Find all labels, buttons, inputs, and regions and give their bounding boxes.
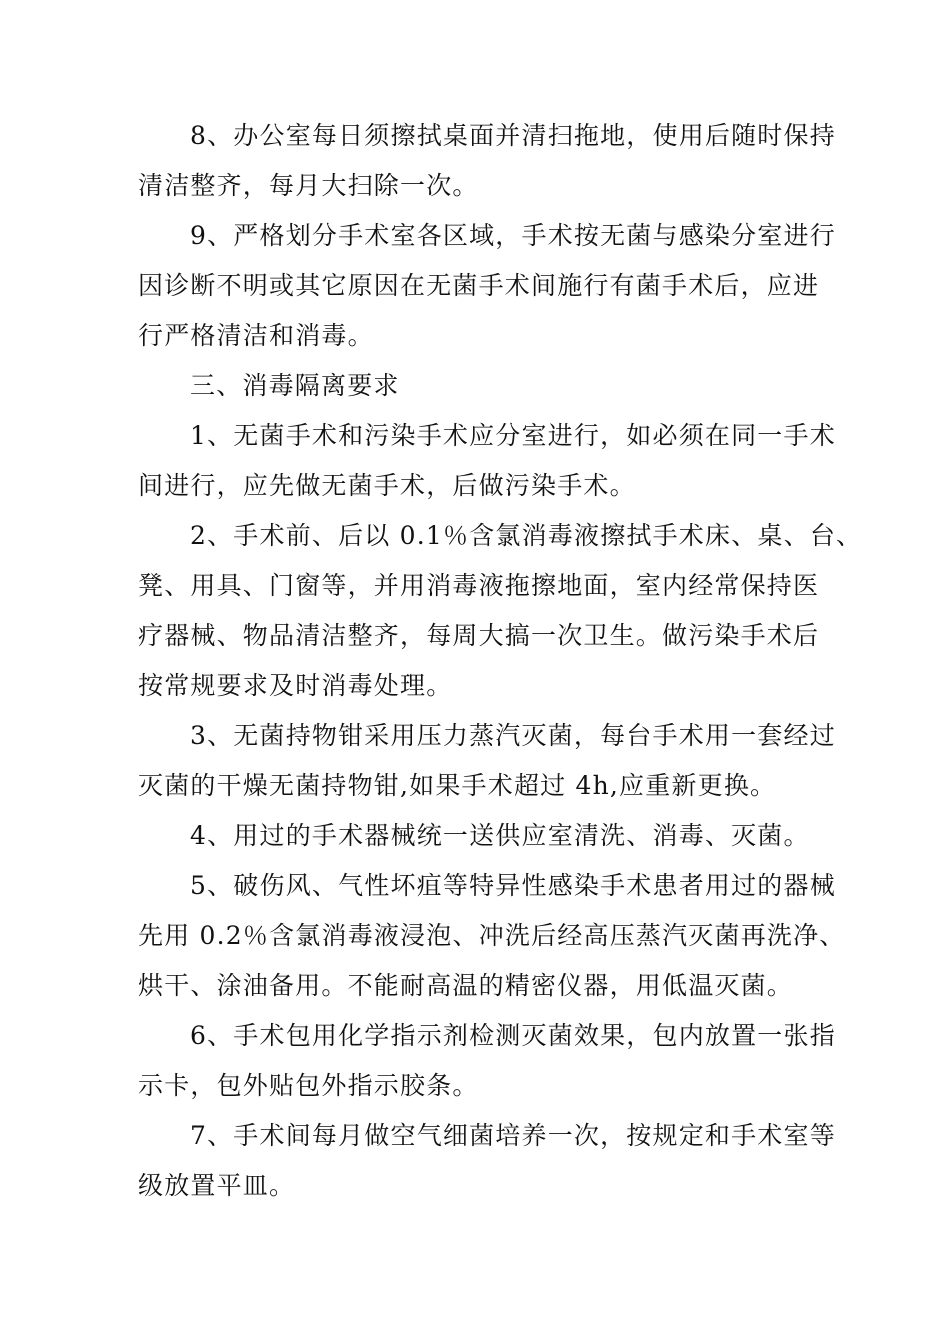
text-line: 3、无菌持物钳采用压力蒸汽灭菌，每台手术用一套经过	[190, 721, 836, 750]
text-line: 因诊断不明或其它原因在无菌手术间施行有菌手术后，应进	[138, 271, 820, 300]
paragraph-6-chemical-indicator	[138, 1011, 836, 1111]
text-line: 5、破伤风、气性坏疽等特异性感染手术患者用过的器械	[190, 871, 836, 900]
text-line: 7、手术间每月做空气细菌培养一次，按规定和手术室等	[190, 1121, 836, 1150]
paragraph-9-zone-division	[138, 211, 836, 361]
text-line: 按常规要求及时消毒处理。	[138, 671, 453, 700]
text-line: 灭菌的干燥无菌持物钳,如果手术超过 4h,应重新更换。	[138, 771, 777, 800]
text-line: 2、手术前、后以 0.1％含氯消毒液擦拭手术床、桌、台、	[190, 521, 863, 550]
text-line: 8、办公室每日须擦拭桌面并清扫拖地，使用后随时保持	[190, 121, 836, 150]
section-heading-disinfection	[138, 361, 828, 411]
text-line: 行严格清洁和消毒。	[138, 321, 374, 350]
document-body	[138, 111, 863, 1211]
paragraph-4-instrument-processing	[138, 811, 828, 861]
text-line: 疗器械、物品清洁整齐，每周大搞一次卫生。做污染手术后	[138, 621, 820, 650]
text-line: 1、无菌手术和污染手术应分室进行，如必须在同一手术	[190, 421, 836, 450]
text-line: 清洁整齐，每月大扫除一次。	[138, 171, 479, 200]
section-heading: 三、消毒隔离要求	[190, 371, 400, 400]
paragraph-5-special-infection	[138, 861, 846, 1011]
text-line: 示卡，包外贴包外指示胶条。	[138, 1071, 479, 1100]
text-line: 先用 0.2％含氯消毒液浸泡、冲洗后经高压蒸汽灭菌再洗净、	[138, 921, 846, 950]
paragraph-2-pre-post-surgery-wipe	[138, 511, 863, 711]
text-line: 4、用过的手术器械统一送供应室清洗、消毒、灭菌。	[190, 821, 810, 850]
text-line: 级放置平皿。	[138, 1171, 296, 1200]
text-line: 9、严格划分手术室各区域，手术按无菌与感染分室进行	[190, 221, 836, 250]
paragraph-7-air-culture	[138, 1111, 836, 1211]
paragraph-1-separate-rooms	[138, 411, 836, 511]
text-line: 6、手术包用化学指示剂检测灭菌效果，包内放置一张指	[190, 1021, 836, 1050]
text-line: 间进行，应先做无菌手术，后做污染手术。	[138, 471, 636, 500]
text-line: 凳、用具、门窗等，并用消毒液拖擦地面，室内经常保持医	[138, 571, 820, 600]
text-line: 烘干、涂油备用。不能耐高温的精密仪器，用低温灭菌。	[138, 971, 794, 1000]
paragraph-3-sterile-forceps	[138, 711, 836, 811]
paragraph-8-office-cleaning	[138, 111, 836, 211]
